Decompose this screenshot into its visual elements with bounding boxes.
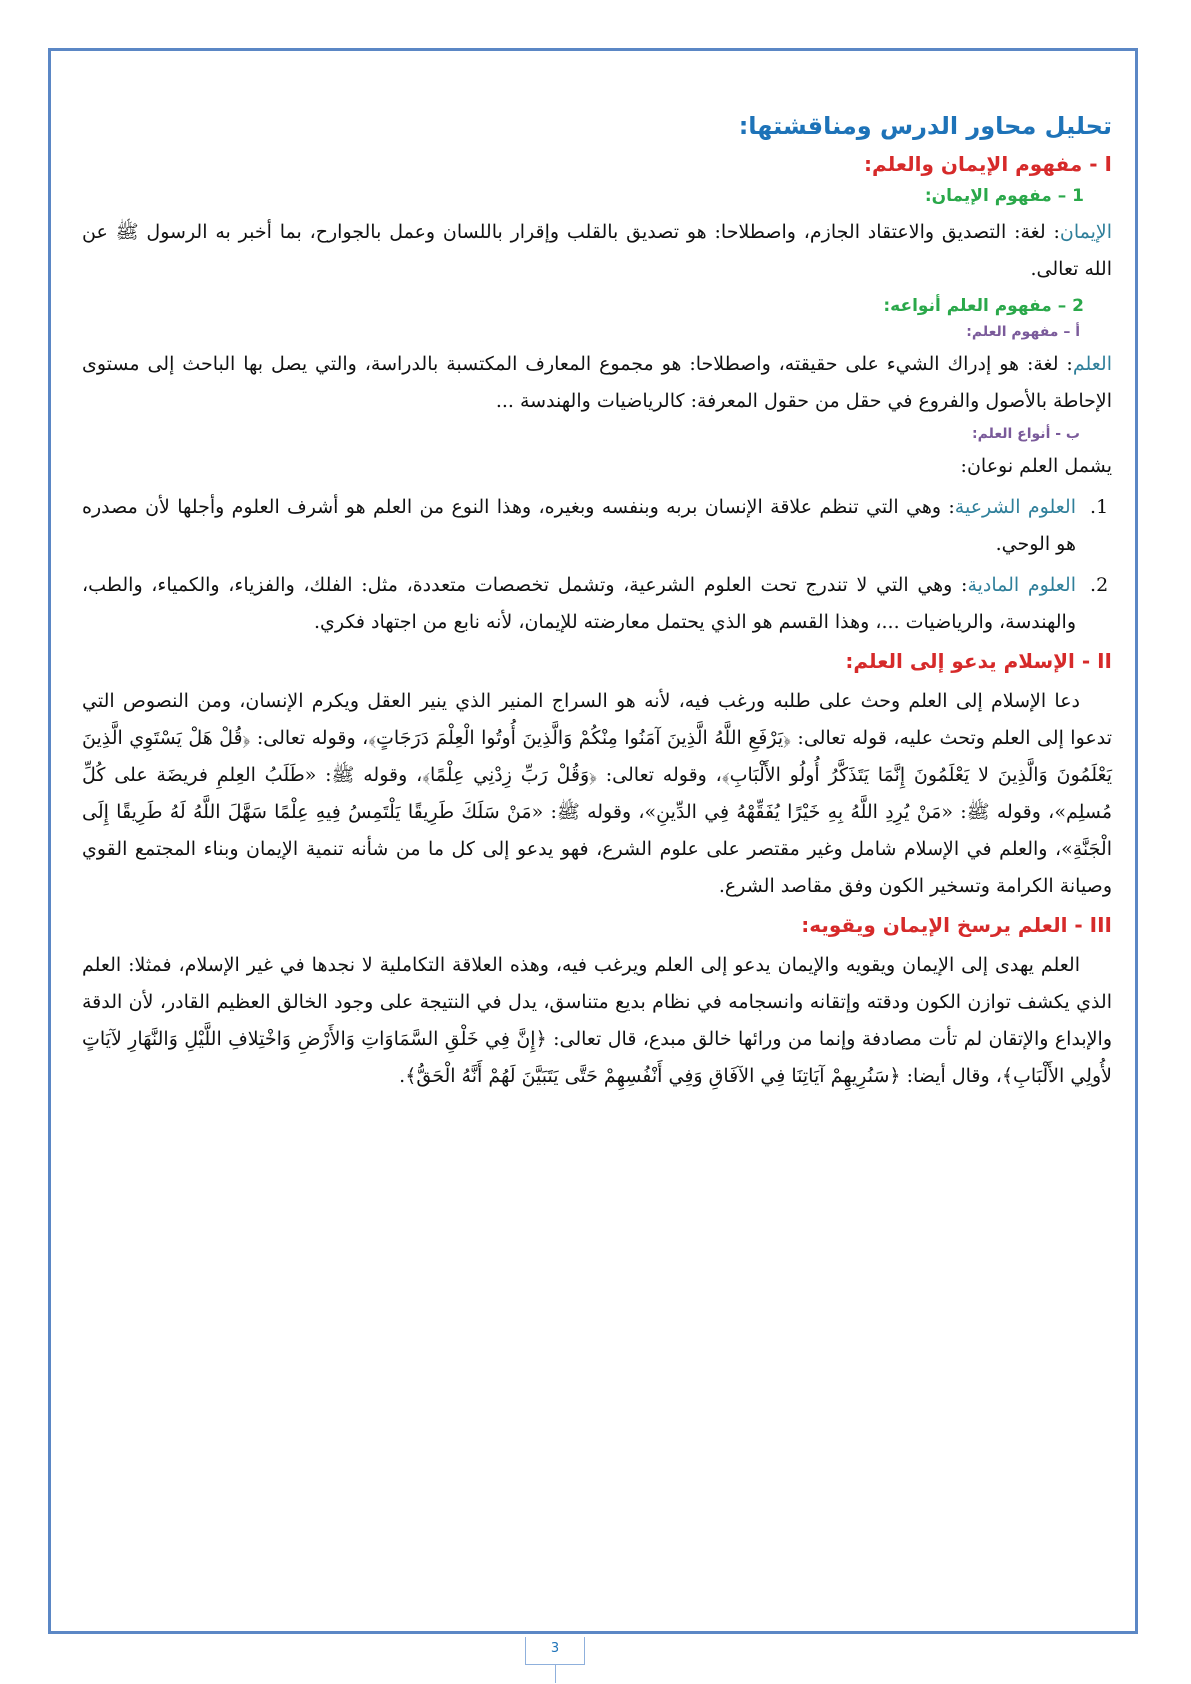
sharia-sciences-term: العلوم الشرعية	[954, 496, 1076, 518]
knowledge-term: العلم	[1072, 353, 1112, 375]
section-1-heading: I - مفهوم الإيمان والعلم:	[864, 152, 1112, 176]
section-2-heading: II - الإسلام يدعو إلى العلم:	[845, 649, 1112, 673]
knowledge-types-heading: ب - أنواع العلم:	[972, 426, 1080, 442]
subsection-faith-heading: 1 – مفهوم الإيمان:	[924, 186, 1084, 206]
section-2-text: دعا الإسلام إلى العلم وحث على طلبه ورغب فيه، لأنه هو السراج المنير الذي ينير العقل ويكرم الإنسان، ومن النصوص التي تدعوا إلى العلم وتحث عليه، قوله تعالى: ﴿يَرْفَعِ اللَّهُ الَّذِينَ آمَنُوا مِنْكُمْ وَالَّذِينَ أُوتُوا الْعِلْمَ دَرَجَاتٍ﴾، وقوله تعالى: ﴿قُلْ هَلْ يَسْتَوِي الَّذِينَ يَعْلَمُونَ وَالَّذِينَ لا يَعْلَمُونَ إِنَّمَا يَتَذَكَّرُ أُولُو الأَلْبَابِ﴾، وقوله تعالى: ﴿وَقُلْ رَبِّ زِدْنِي عِلْمًا﴾، وقوله ﷺ: «طَلَبُ العِلمِ فريضَة على كُلِّ مُسلِم»، وقوله ﷺ: «مَنْ يُرِدِ اللَّهُ بِهِ خَيْرًا يُفَقِّهْهُ فِي الدِّينِ»، وقوله ﷺ: «مَنْ سَلَكَ طَرِيقًا يَلْتَمِسُ فِيهِ عِلْمًا سَهَّلَ اللَّهُ لَهُ طَرِيقًا إِلَى الْجَنَّةِ»، والعلم في الإسلام شامل وغير مقتصر على علوم الشرع، فهو يدعو إلى كل ما من شأنه تنمية الإيمان وبناء المجتمع القوي وصيانة الكرامة وتسخير الكون وفق مقاصد الشرع.	[82, 690, 1112, 897]
faith-text: : لغة: التصديق والاعتقاد الجازم، واصطلاحا: هو تصديق بالقلب وإقرار باللسان وعمل بالجوارح، بما أخبر به الرسول ﷺ عن الله تعالى.	[82, 221, 1112, 280]
material-sciences-term: العلوم المادية	[967, 574, 1076, 596]
faith-term: الإيمان	[1059, 221, 1112, 243]
document-body	[82, 112, 1112, 1095]
page-title: تحليل محاور الدرس ومناقشتها:	[738, 112, 1112, 140]
subsection-knowledge-heading: 2 – مفهوم العلم أنواعه:	[883, 296, 1084, 316]
page-number: 3	[525, 1637, 585, 1665]
section-3-heading: III - العلم يرسخ الإيمان ويقويه:	[801, 913, 1112, 937]
knowledge-types-intro: يشمل العلم نوعان:	[960, 455, 1112, 477]
list-item: 1. العلوم الشرعية: وهي التي تنظم علاقة الإنسان بربه وبنفسه وبغيره، وهذا النوع من العلم هو أشرف العلوم وأجلها لأن مصدره هو الوحي.	[82, 489, 1084, 563]
list-item: 2. العلوم المادية: وهي التي لا تندرج تحت العلوم الشرعية، وتشمل تخصصات متعددة، مثل: الفلك، والفزياء، والكمياء، والطب، والهندسة، والرياضيات ...، وهذا القسم هو الذي يحتمل معارضته للإيمان، لأنه نابع من اجتهاد فكري.	[82, 567, 1084, 641]
section-3-text: العلم يهدى إلى الإيمان ويقويه والإيمان يدعو إلى العلم ويرغب فيه، وهذه العلاقة التكاملية لا نجدها في غير الإسلام، فمثلا: العلم الذي يكشف توازن الكون ودقته وإتقانه وانسجامه في نظام بديع متناسق، يدل في النتيجة على وجود الخالق العظيم القادر، لأن الدقة والإبداع والإتقان لم تأت مصادفة وإنما من ورائها خالق مبدع، قال تعالى: ﴿إِنَّ فِي خَلْقِ السَّمَاوَاتِ وَالأَرْضِ وَاخْتِلافِ اللَّيْلِ وَالنَّهَارِ لآيَاتٍ لأُولِي الأَلْبَابِ﴾، وقال أيضا: ﴿سَنُرِيهِمْ آيَاتِنَا فِي الآفَاقِ وَفِي أَنْفُسِهِمْ حَتَّى يَتَبَيَّنَ لَهُمْ أَنَّهُ الْحَقُّ﴾.	[82, 954, 1112, 1087]
knowledge-definition	[82, 346, 1112, 420]
knowledge-text: : لغة: هو إدراك الشيء على حقيقته، واصطلاحا: هو مجموع المعارف المكتسبة بالدراسة، والتي يصل بها الباحث إلى مستوى الإحاطة بالأصول والفروع في حقل من حقول المعرفة: كالرياضيات والهندسة ...	[82, 353, 1112, 412]
faith-definition	[82, 214, 1112, 288]
page-number-tick	[555, 1665, 556, 1683]
knowledge-concept-heading: أ – مفهوم العلم:	[966, 324, 1080, 340]
knowledge-types-list	[82, 489, 1112, 641]
